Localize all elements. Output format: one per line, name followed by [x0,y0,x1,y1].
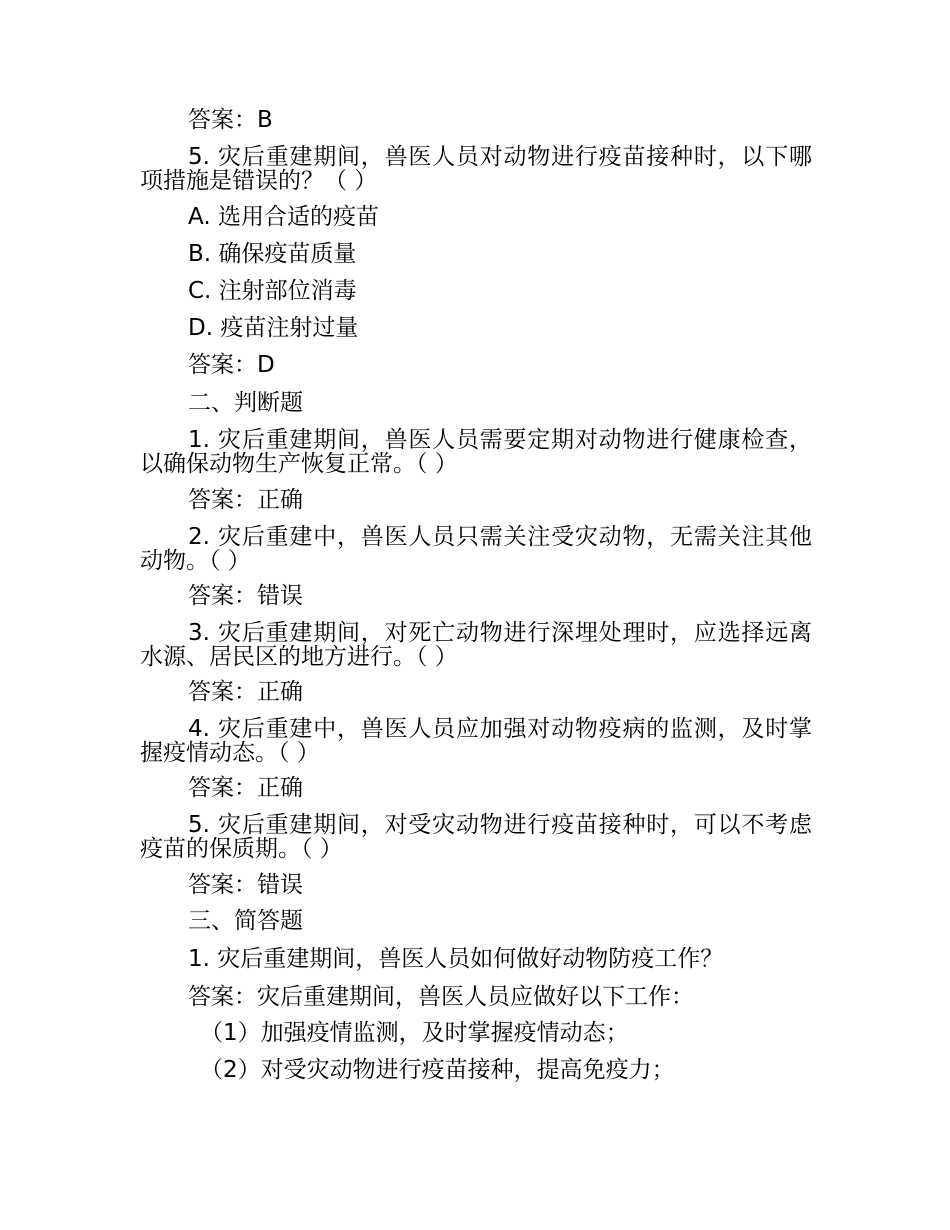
question-tf-2: 2. 灾后重建中，兽医人员只需关注受灾动物，无需关注其他动物。（ ） [140,524,812,574]
question-tf-5: 5. 灾后重建期间，对受灾动物进行疫苗接种时，可以不考虑疫苗的保质期。（ ） [140,812,812,862]
question-mc-5: 5. 灾后重建期间，兽医人员对动物进行疫苗接种时，以下哪项措施是错误的？（ ） [140,144,812,194]
answer-tf-5: 答案：错误 [188,872,303,898]
question-tf-1: 1. 灾后重建期间，兽医人员需要定期对动物进行健康检查，以确保动物生产恢复正常。（ ） [140,427,812,477]
answer-tf-1: 答案：正确 [188,487,303,513]
answer-sa-1-point-2: （2）对受灾动物进行疫苗接种，提高免疫力； [200,1057,675,1083]
question-sa-1: 1. 灾后重建期间，兽医人员如何做好动物防疫工作？ [188,946,724,972]
answer-sa-1-point-1: （1）加强疫情监测，及时掌握疫情动态； [200,1020,629,1046]
option-b: B. 确保疫苗质量 [188,241,357,267]
answer-tf-4: 答案：正确 [188,775,303,801]
question-tf-4: 4. 灾后重建中，兽医人员应加强对动物疫病的监测，及时掌握疫情动态。（ ） [140,716,812,766]
question-tf-3: 3. 灾后重建期间，对死亡动物进行深埋处理时，应选择远离水源、居民区的地方进行。（ ） [140,620,812,670]
option-c: C. 注射部位消毒 [188,278,357,304]
section-heading-true-false: 二、判断题 [188,390,303,416]
section-heading-short-answer: 三、简答题 [188,908,303,934]
answer-tf-3: 答案：正确 [188,679,303,705]
option-a: A. 选用合适的疫苗 [188,204,379,230]
answer-tf-2: 答案：错误 [188,583,303,609]
option-d: D. 疫苗注射过量 [188,315,359,341]
answer-mc-4: 答案：B [188,107,273,133]
answer-mc-5: 答案：D [188,352,275,378]
answer-sa-1: 答案：灾后重建期间，兽医人员应做好以下工作： [188,984,694,1010]
